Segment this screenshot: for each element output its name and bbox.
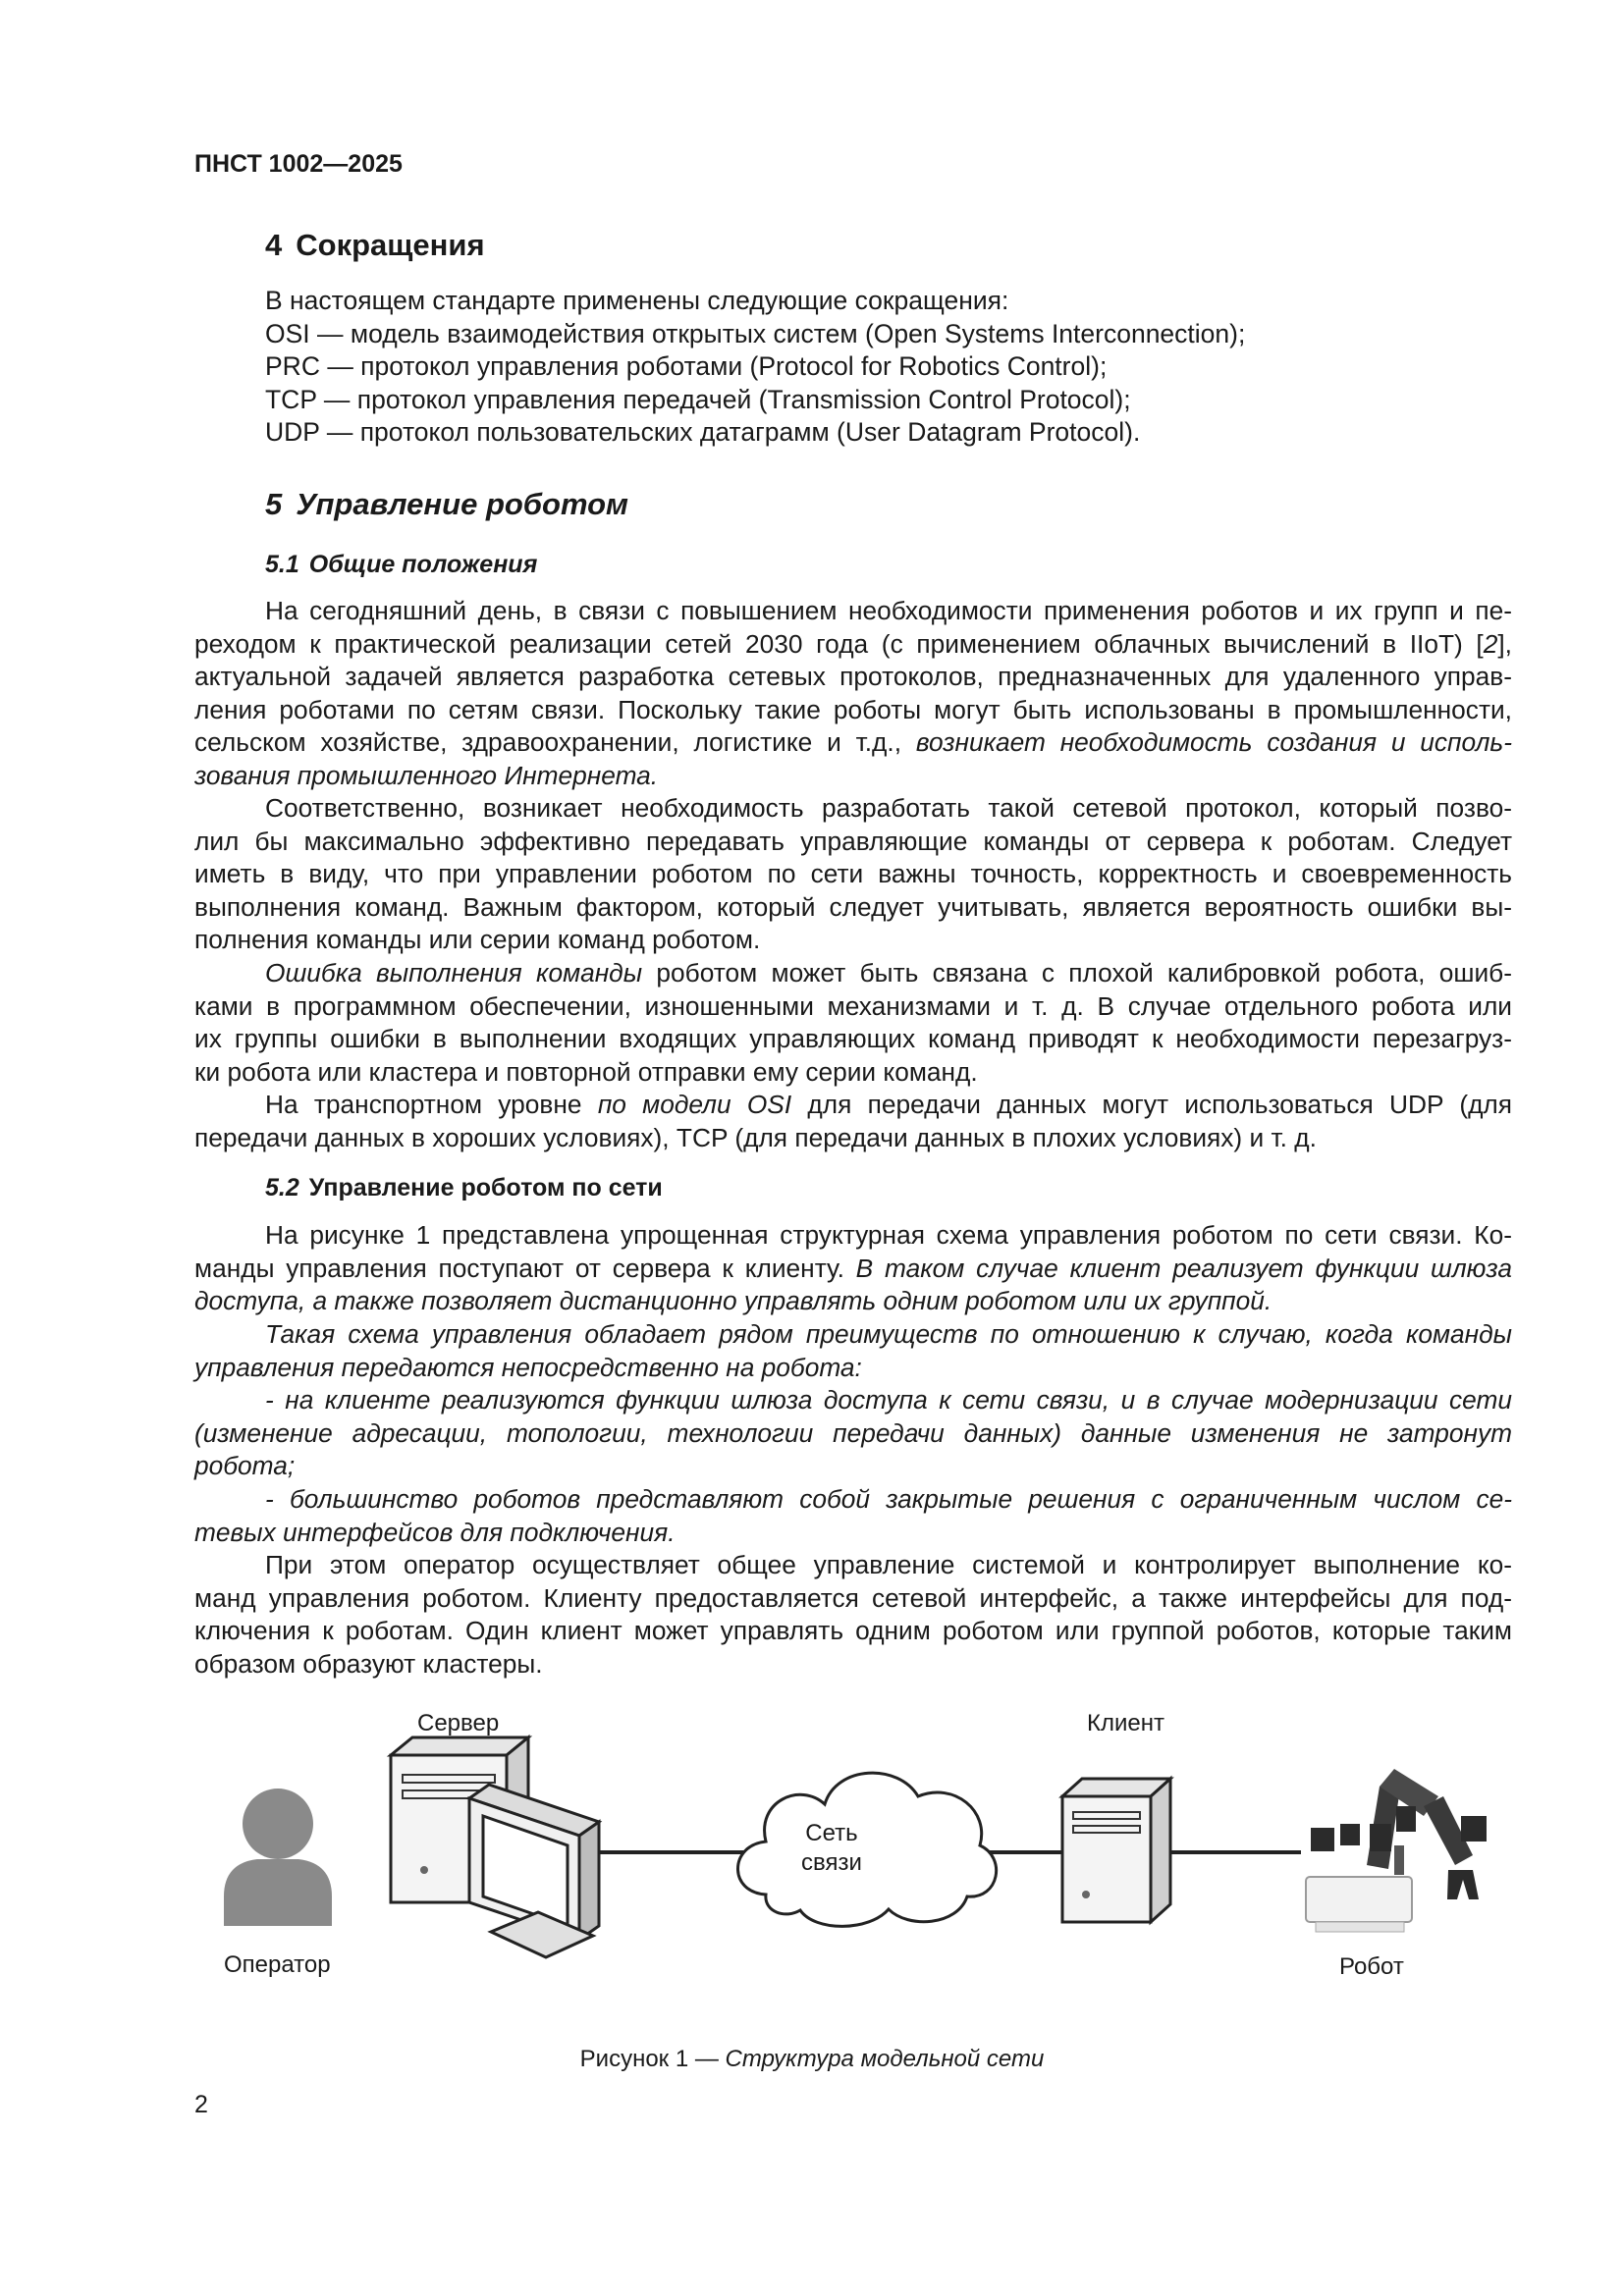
network-label-line: связи <box>801 1849 862 1876</box>
caption-prefix: Рисунок 1 — <box>579 2046 726 2072</box>
bullet-item-2 <box>194 1483 1512 1549</box>
text-run: для передачи данных могут использоваться UDP (для <box>791 1090 1513 1119</box>
network-label-line: Сеть <box>805 1820 858 1846</box>
paragraph-5-1-3 <box>194 957 1512 1089</box>
text-line: Такая схема управления обладает рядом преимуществ по отношению к случаю, когда команды <box>265 1319 1512 1349</box>
operator-icon <box>224 1789 332 1926</box>
text-line: передачи данных в хороших условиях), TCP (для передачи данных в плохих условиях) и т. д. <box>194 1122 1317 1152</box>
text-run: роботом может быть связана с плохой калибровкой робота, ошиб- <box>642 958 1512 988</box>
caption-title: Структура модельной сети <box>725 2046 1045 2072</box>
section-5-2-number: 5.2 <box>265 1174 299 1201</box>
text-line: На рисунке 1 представлена упрощенная структурная схема управления роботом по сети связи. Ко- <box>265 1220 1512 1250</box>
text-line: - на клиенте реализуются функции шлюза доступа к сети связи, и в случае модернизации сети <box>265 1385 1512 1415</box>
document-code: ПНСТ 1002—2025 <box>194 150 403 178</box>
client-label: Клиент <box>1087 1710 1164 1736</box>
section-5-2-title: Управление роботом по сети <box>308 1174 663 1201</box>
text-line: - большинство роботов представляют собой закрытые решения с ограниченным числом се- <box>265 1484 1512 1514</box>
abbreviation-item: PRC — протокол управления роботами (Protocol for Robotics Control); <box>265 351 1108 381</box>
text-line <box>194 1089 1512 1122</box>
italic-run: В таком случае клиент реализует функции шлюза <box>855 1253 1512 1283</box>
text-line: выполнения команд. Важным фактором, который следует учитывать, является вероятность ошибки вы- <box>194 891 1512 922</box>
paragraph-5-1-2 <box>194 792 1512 957</box>
text-line <box>194 726 1512 760</box>
abbreviations-intro: В настоящем стандарте применены следующие сокращения: <box>265 286 1009 315</box>
text-line: лил бы максимально эффективно передавать управляющие команды от сервера к роботам. Следует <box>194 826 1512 856</box>
text-line: ления роботами по сетям связи. Поскольку такие роботы могут быть использованы в промышленности, <box>194 694 1512 724</box>
robot-arm-icon <box>1306 1769 1487 1932</box>
paragraph-5-2-2 <box>194 1318 1512 1384</box>
section-5-title: Управление роботом <box>296 487 628 521</box>
text-line: робота; <box>194 1451 296 1480</box>
paragraph-5-1-4 <box>194 1089 1512 1154</box>
text-line: актуальной задачей является разработка сетевых протоколов, предназначенных для удаленного управ- <box>194 662 1512 691</box>
reference-number: 2 <box>1483 628 1498 659</box>
text-run: сельском хозяйстве, здравоохранении, логистике и т.д., <box>194 727 916 757</box>
italic-run: Ошибка выполнения команды <box>265 958 643 988</box>
text-line: (изменение адресации, топологии, технологии передачи данных) данные изменения не затронут <box>194 1417 1512 1448</box>
client-tower-icon <box>1062 1779 1170 1922</box>
text-line: зования промышленного Интернета. <box>194 760 659 790</box>
italic-run: по модели OSI <box>597 1090 792 1119</box>
section-4-heading <box>265 228 485 263</box>
operator-label: Оператор <box>224 1951 331 1978</box>
robot-label: Робот <box>1339 1953 1404 1980</box>
text-line: ключения к роботам. Один клиент может управлять одним роботом или группой роботов, которые таким <box>194 1616 1512 1645</box>
paragraph-5-1-1 <box>194 595 1512 792</box>
text-line: управления передаются непосредственно на робота: <box>194 1352 862 1382</box>
section-5-heading <box>265 487 628 522</box>
text-line: полнения команды или серии команд роботом. <box>194 925 761 954</box>
text-line: иметь в виду, что при управлении роботом по сети важны точность, корректность и своевременность <box>194 859 1512 888</box>
text-line: На сегодняшний день, в связи с повышением необходимости применения роботов и их групп и пе- <box>265 596 1512 625</box>
text-line: При этом оператор осуществляет общее управление системой и контролирует выполнение ко- <box>265 1550 1512 1579</box>
text-run: манды управления поступают от сервера к клиенту. <box>194 1253 856 1283</box>
text-line <box>194 628 1512 662</box>
text-line: манд управления роботом. Клиенту предоставляется сетевой интерфейс, а также интерфейсы для под- <box>194 1582 1512 1613</box>
network-cloud-icon <box>738 1773 997 1926</box>
bullet-item-1 <box>194 1384 1512 1483</box>
section-5-number: 5 <box>265 487 283 521</box>
text-run: реходом к практической реализации сетей 2030 года (с применением облачных вычислений в IIoT) [ <box>194 628 1484 659</box>
italic-run: возникает необходимость создания и исполь- <box>915 727 1512 757</box>
text-run: На транспортном уровне <box>265 1090 598 1119</box>
page-number: 2 <box>194 2091 208 2118</box>
text-line: образом образуют кластеры. <box>194 1648 543 1679</box>
text-line: Соответственно, возникает необходимость разработать такой сетевой протокол, который позво- <box>265 793 1512 823</box>
text-line: ками в программном обеспечении, изношенными механизмами и т. д. В случае отдельного робота или <box>194 990 1512 1021</box>
server-label: Сервер <box>417 1710 500 1736</box>
text-line: ки робота или кластера и повторной отправки ему серии команд. <box>194 1056 978 1087</box>
abbreviation-item: OSI — модель взаимодействия открытых систем (Open Systems Interconnection); <box>265 318 1246 348</box>
monitor-icon <box>469 1785 599 1957</box>
section-5-1-heading <box>265 551 537 579</box>
network-label <box>797 1819 866 1878</box>
text-line: их группы ошибки в выполнении входящих управляющих команд приводят к необходимости перезагруз- <box>194 1024 1512 1053</box>
section-5-2-heading <box>265 1174 663 1202</box>
section-5-1-title: Общие положения <box>308 551 538 578</box>
figure-caption <box>0 2046 1624 2073</box>
text-line: тевых интерфейсов для подключения. <box>194 1517 676 1547</box>
section-5-1-number: 5.1 <box>265 551 299 578</box>
text-run: ], <box>1497 628 1512 659</box>
text-line <box>194 1253 1512 1286</box>
paragraph-5-2-3 <box>194 1549 1512 1681</box>
abbreviation-item: TCP — протокол управления передачей (Transmission Control Protocol); <box>265 384 1131 414</box>
section-4-number: 4 <box>265 228 283 262</box>
abbreviations-list <box>265 285 1245 450</box>
paragraph-5-2-1 <box>194 1219 1512 1318</box>
text-line: доступа, а также позволяет дистанционно управлять одним роботом или их группой. <box>194 1286 1272 1315</box>
abbreviation-item: UDP — протокол пользовательских датаграмм (User Datagram Protocol). <box>265 417 1141 447</box>
section-4-title: Сокращения <box>296 228 485 262</box>
text-line <box>194 957 1512 990</box>
